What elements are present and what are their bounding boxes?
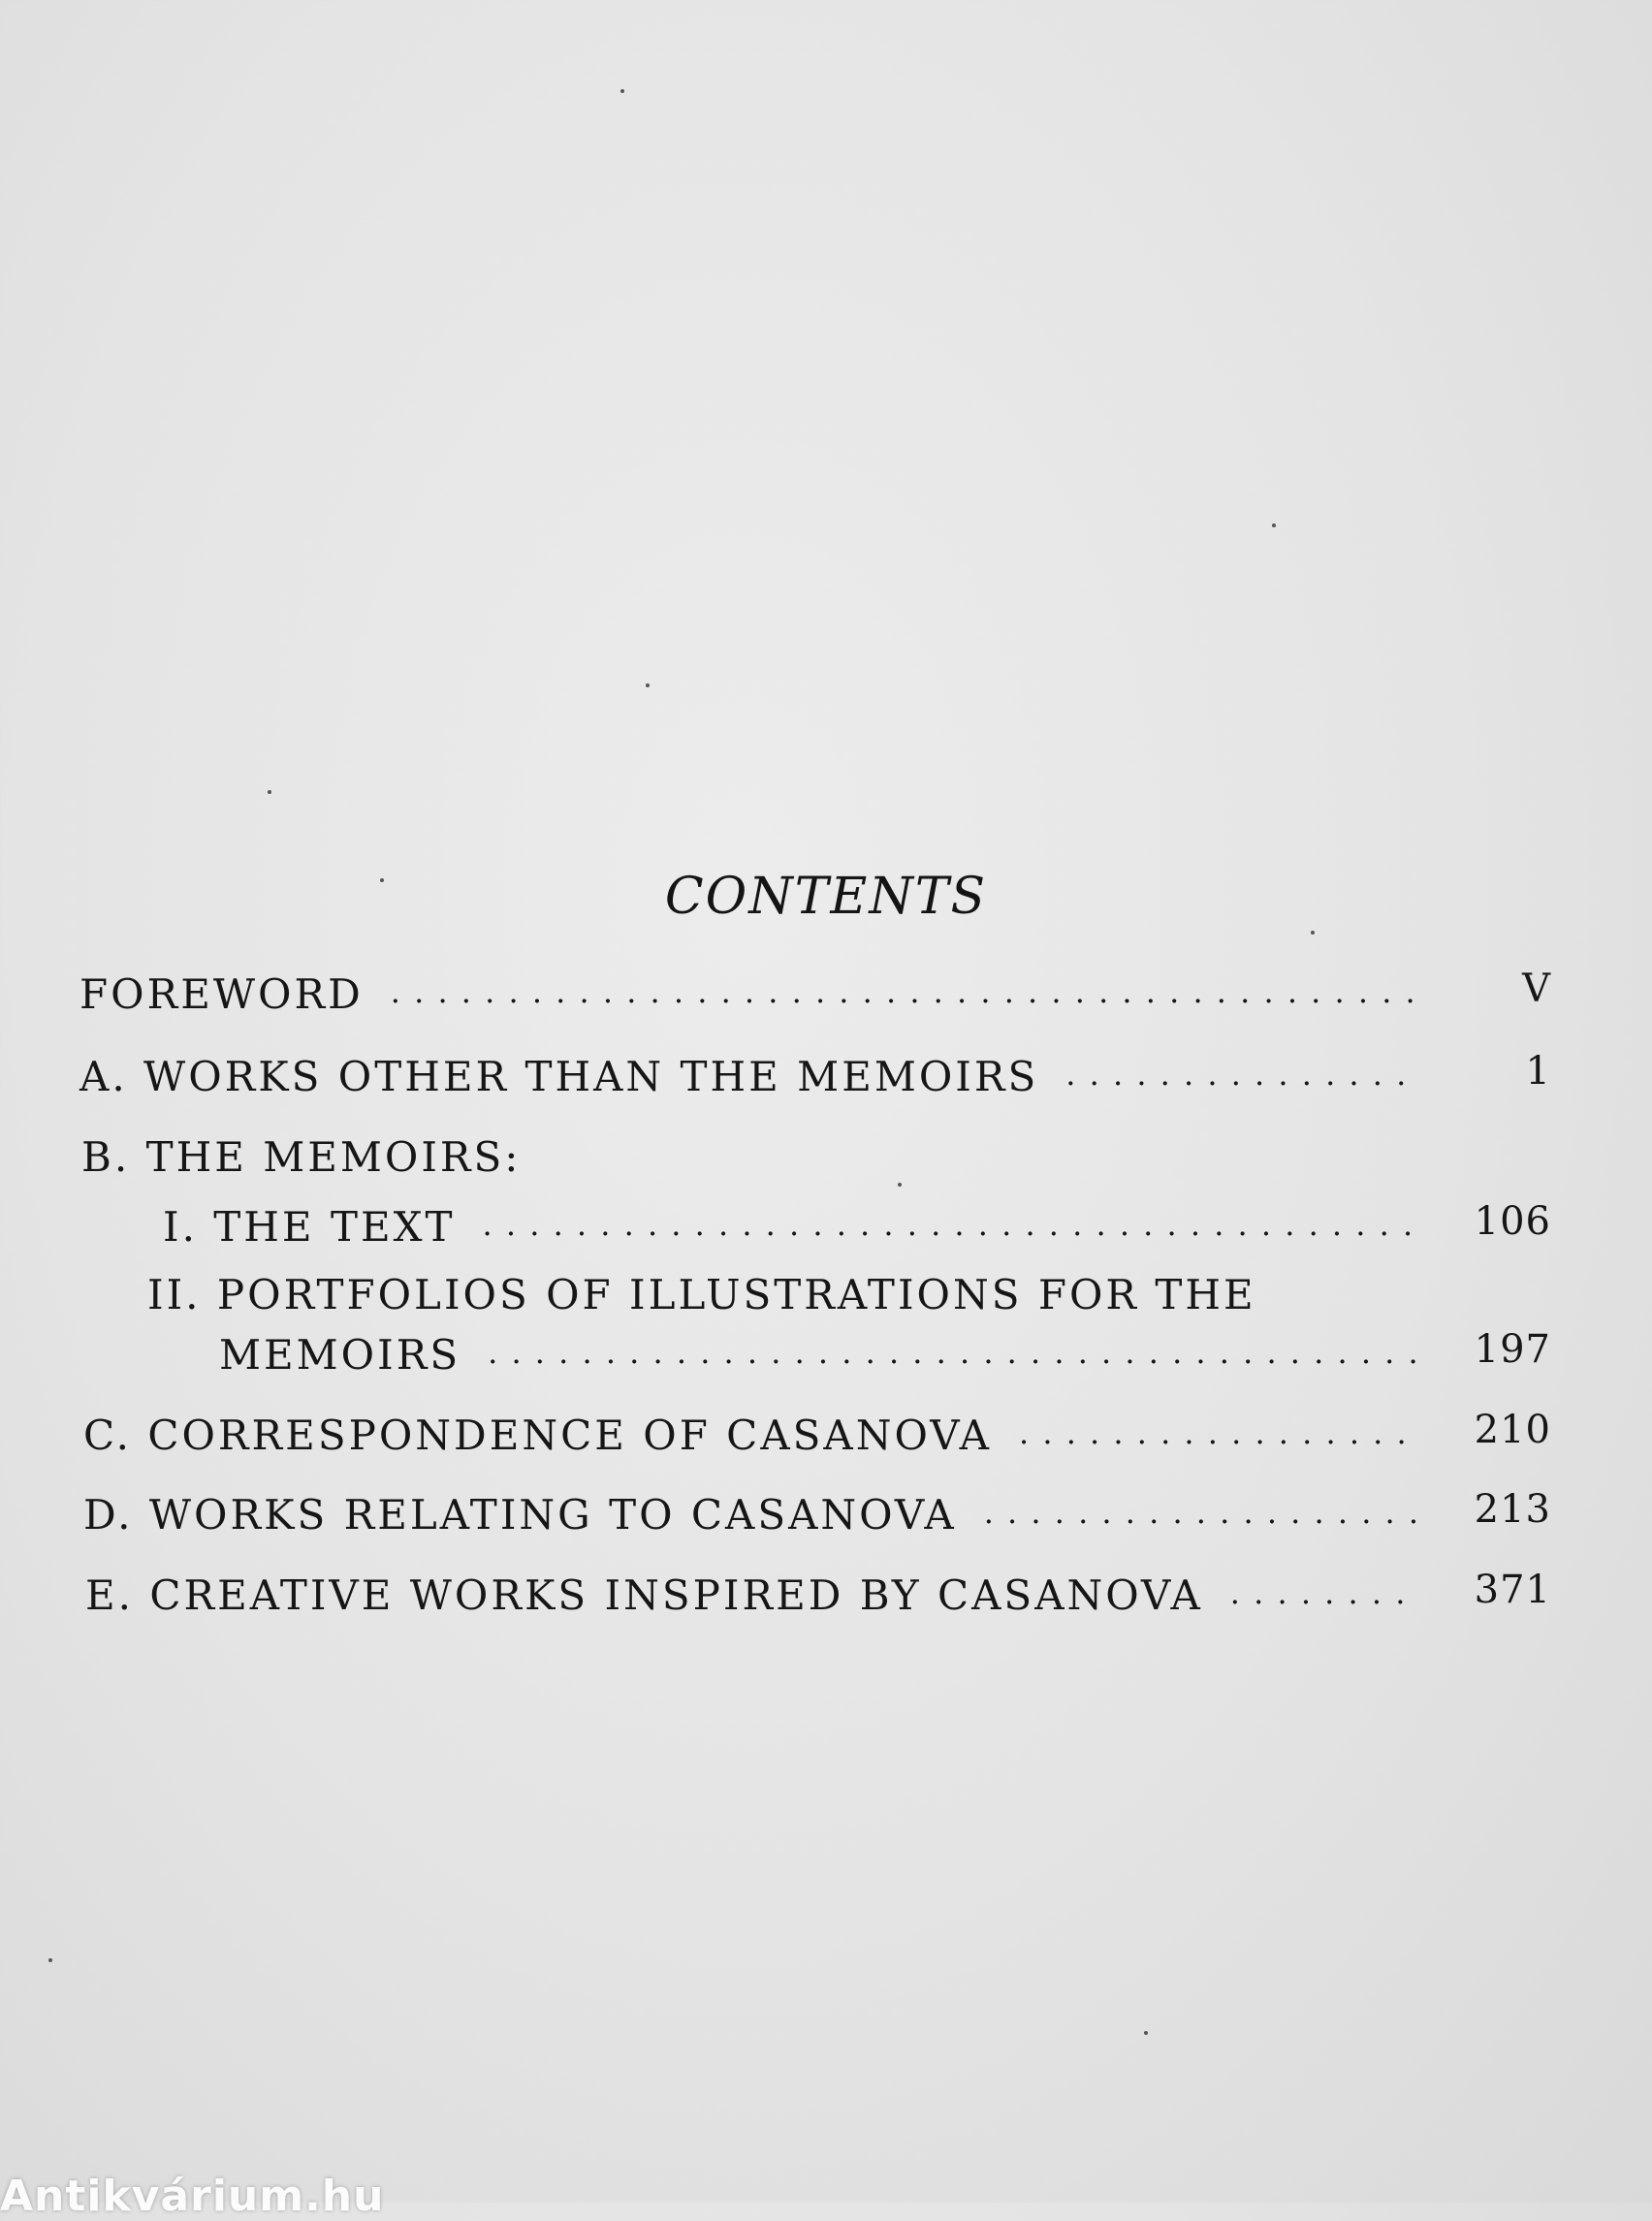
paper-speck bbox=[620, 89, 624, 93]
toc-page-number: 106 bbox=[1474, 1199, 1551, 1244]
toc-page-number: 210 bbox=[1474, 1408, 1551, 1452]
dot-leader bbox=[488, 1332, 1419, 1371]
paper-speck bbox=[380, 878, 384, 882]
watermark-text: Antikvárium.hu bbox=[0, 2172, 385, 2221]
paper-speck bbox=[48, 1958, 52, 1962]
paper-speck bbox=[1311, 931, 1315, 935]
paper-speck bbox=[1144, 2031, 1148, 2035]
toc-page-number: V bbox=[1522, 967, 1551, 1011]
toc-entry-label: B. THE MEMOIRS: bbox=[81, 1133, 522, 1181]
dot-leader bbox=[1019, 1412, 1419, 1451]
toc-entry-b-ii-continued bbox=[219, 1320, 1419, 1379]
toc-page-number: 213 bbox=[1474, 1487, 1551, 1532]
contents-title: CONTENTS bbox=[664, 868, 988, 926]
toc-entry-label: MEMOIRS bbox=[219, 1331, 461, 1379]
dot-leader bbox=[391, 971, 1419, 1010]
paper-speck bbox=[268, 790, 271, 794]
dot-leader bbox=[483, 1204, 1419, 1243]
toc-entry-a bbox=[79, 1042, 1419, 1100]
toc-entry-label: E. CREATIVE WORKS INSPIRED BY CASANOVA bbox=[85, 1571, 1203, 1619]
toc-entry-label: C. CORRESPONDENCE OF CASANOVA bbox=[83, 1412, 993, 1459]
toc-entry-label: A. WORKS OTHER THAN THE MEMOIRS bbox=[79, 1053, 1039, 1100]
toc-entry-b-i bbox=[163, 1192, 1419, 1251]
toc-page-number: 1 bbox=[1525, 1049, 1551, 1094]
toc-entry-label: D. WORKS RELATING TO CASANOVA bbox=[83, 1491, 957, 1539]
toc-entry-label: II. PORTFOLIOS OF ILLUSTRATIONS FOR THE bbox=[147, 1271, 1256, 1318]
dot-leader bbox=[984, 1492, 1419, 1531]
toc-entry-label: FOREWORD bbox=[79, 970, 364, 1018]
toc-entry-b bbox=[81, 1123, 548, 1181]
toc-entry-d bbox=[83, 1480, 1419, 1539]
toc-entry-label: I. THE TEXT bbox=[163, 1203, 456, 1251]
toc-entry-c bbox=[83, 1401, 1419, 1459]
paper-speck bbox=[1272, 524, 1276, 527]
toc-entry-e bbox=[85, 1561, 1419, 1619]
dot-leader bbox=[1230, 1572, 1419, 1611]
paper-speck bbox=[646, 683, 650, 687]
toc-page-number: 197 bbox=[1474, 1327, 1551, 1372]
paper-speck bbox=[898, 1183, 902, 1187]
toc-entry-b-ii bbox=[147, 1260, 1284, 1318]
dot-leader bbox=[1065, 1054, 1419, 1093]
toc-page-number: 371 bbox=[1474, 1568, 1551, 1612]
toc-entry-foreword bbox=[79, 960, 1419, 1018]
